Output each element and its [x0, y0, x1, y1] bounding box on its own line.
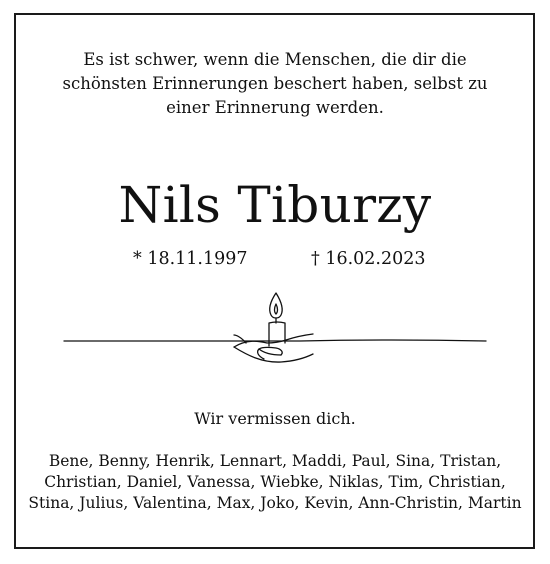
birth-date: * 18.11.1997	[133, 249, 248, 269]
mourners-line: Stina, Julius, Valentina, Max, Joko, Kevin, Ann-Christin, Martin	[28, 494, 522, 512]
quote-line: schönsten Erinnerungen beschert haben, selbst zu	[62, 74, 488, 93]
quote-line: einer Erinnerung werden.	[166, 98, 384, 117]
mourners-list	[0, 451, 550, 514]
farewell-message: Wir vermissen dich.	[194, 409, 356, 428]
mourners-line: Christian, Daniel, Vanessa, Wiebke, Niklas, Tim, Christian,	[44, 473, 506, 491]
candle-in-hand-icon	[0, 285, 550, 375]
quote-line: Es ist schwer, wenn die Menschen, die dir die	[83, 50, 467, 69]
death-date: † 16.02.2023	[311, 249, 426, 269]
quote-block	[0, 48, 550, 120]
mourners-line: Bene, Benny, Henrik, Lennart, Maddi, Paul, Sina, Tristan,	[48, 452, 502, 470]
deceased-name: Nils Tiburzy	[118, 176, 432, 234]
